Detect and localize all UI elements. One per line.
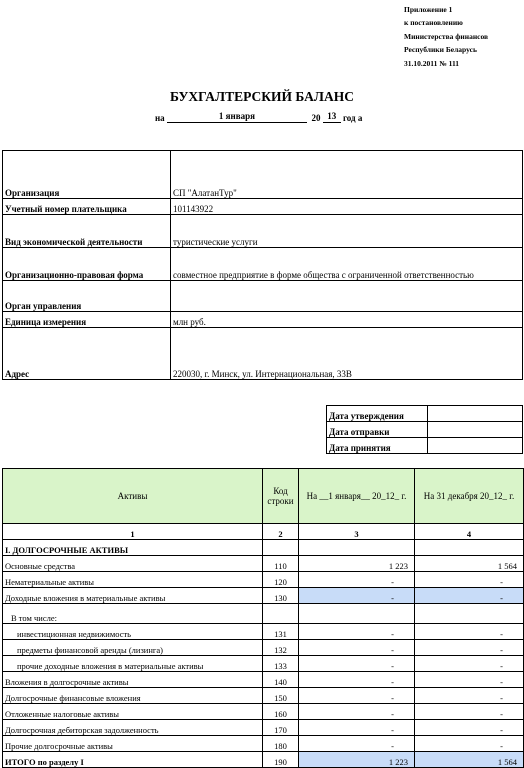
row-name: Долгосрочные финансовые вложения <box>3 688 263 704</box>
row-value-end[interactable]: - <box>415 736 524 752</box>
document-title: БУХГАЛТЕРСКИЙ БАЛАНС <box>170 89 354 104</box>
row-value-end[interactable]: - <box>415 688 524 704</box>
row-value-start[interactable]: 1 223 <box>299 752 415 768</box>
row-name: Нематериальные активы <box>3 572 263 588</box>
table-row <box>3 624 524 640</box>
row-value-end[interactable]: - <box>415 640 524 656</box>
approval-date-value[interactable] <box>428 406 523 422</box>
table-row <box>3 720 524 736</box>
row-value-end[interactable]: - <box>415 656 524 672</box>
row-value-start[interactable]: - <box>299 720 415 736</box>
row-value-end[interactable]: - <box>415 588 524 604</box>
row-value-end[interactable]: 1 564 <box>415 556 524 572</box>
row-code: 160 <box>263 704 299 720</box>
row-name: Прочие долгосрочные активы <box>3 736 263 752</box>
section-title: I. ДОЛГОСРОЧНЫЕ АКТИВЫ <box>3 540 263 556</box>
row-value-end[interactable]: - <box>415 672 524 688</box>
table-row <box>3 736 524 752</box>
table-row <box>3 672 524 688</box>
empty-cell <box>299 540 415 556</box>
end-date-header: На 31 декабря 20_12_ г. <box>415 469 524 524</box>
row-code: 120 <box>263 572 299 588</box>
appendix-note <box>404 3 522 70</box>
received-date-value[interactable] <box>428 438 523 454</box>
row-name: Доходные вложения в материальные активы <box>3 588 263 604</box>
date-suffix: год а <box>342 113 363 123</box>
row-code: 110 <box>263 556 299 572</box>
unit-label: Единица измерения <box>3 312 171 328</box>
taxpayer-value[interactable]: 101143922 <box>171 199 523 215</box>
row-name: В том числе: <box>3 604 263 624</box>
organization-info-table <box>2 150 523 380</box>
balance-header-row <box>3 469 524 524</box>
org-value[interactable]: СП "АлатанТур" <box>171 151 523 199</box>
row-name: прочие доходные вложения в материальные активы <box>3 656 263 672</box>
row-name: ИТОГО по разделу I <box>3 752 263 768</box>
management-value[interactable] <box>171 281 523 312</box>
row-name: Отложенные налоговые активы <box>3 704 263 720</box>
column-number: 2 <box>263 524 299 540</box>
address-label: Адрес <box>3 328 171 380</box>
balance-table <box>2 468 524 768</box>
empty-cell <box>415 540 524 556</box>
appendix-line: Министерства финансов <box>404 31 489 41</box>
table-row <box>3 656 524 672</box>
row-code: 132 <box>263 640 299 656</box>
table-row <box>3 604 524 624</box>
unit-value[interactable]: млн руб. <box>171 312 523 328</box>
row-name: предметы финансовой аренды (лизинга) <box>3 640 263 656</box>
legal-form-label: Организационно-правовая форма <box>3 248 171 281</box>
row-value-start[interactable]: - <box>299 624 415 640</box>
table-row <box>3 704 524 720</box>
sent-date-value[interactable] <box>428 422 523 438</box>
row-code: 133 <box>263 656 299 672</box>
row-value-start[interactable]: 1 223 <box>299 556 415 572</box>
appendix-line: Приложение 1 <box>404 5 453 14</box>
row-value-end[interactable]: - <box>415 624 524 640</box>
row-code: 180 <box>263 736 299 752</box>
row-name: Долгосрочная дебиторская задолженность <box>3 720 263 736</box>
balance-date-line <box>155 111 362 123</box>
row-value-start[interactable]: - <box>299 640 415 656</box>
activity-label: Вид экономической деятельности <box>3 215 171 248</box>
table-row <box>3 572 524 588</box>
received-date-label: Дата принятия <box>327 438 428 454</box>
taxpayer-label: Учетный номер плательщика <box>3 199 171 215</box>
row-code: 150 <box>263 688 299 704</box>
row-code: 190 <box>263 752 299 768</box>
row-code: 140 <box>263 672 299 688</box>
row-code <box>263 604 299 624</box>
date-prefix: на <box>155 113 165 123</box>
appendix-line: 31.10.2011 № 111 <box>404 58 460 68</box>
row-code: 170 <box>263 720 299 736</box>
row-value-start[interactable]: - <box>299 656 415 672</box>
section-title-row <box>3 540 524 556</box>
management-label: Орган управления <box>3 281 171 312</box>
appendix-line: Республики Беларусь <box>404 45 477 55</box>
row-value-end[interactable]: - <box>415 704 524 720</box>
legal-form-value[interactable]: совместное предприятие в форме общества с ограниченной ответственностью <box>171 248 523 281</box>
column-number: 4 <box>415 524 524 540</box>
code-header: Код строки <box>263 469 299 524</box>
total-row <box>3 752 524 768</box>
row-value-start[interactable]: - <box>299 736 415 752</box>
row-code: 130 <box>263 588 299 604</box>
table-row <box>3 556 524 572</box>
row-value-end[interactable]: - <box>415 720 524 736</box>
row-value-end[interactable]: 1 564 <box>415 752 524 768</box>
table-row <box>3 640 524 656</box>
date-year[interactable]: 13 <box>323 111 341 123</box>
row-code: 131 <box>263 624 299 640</box>
row-value-end[interactable]: - <box>415 572 524 588</box>
approval-dates-table <box>326 405 523 454</box>
activity-value[interactable]: туристические услуги <box>171 215 523 248</box>
date-day-month[interactable]: 1 января <box>167 111 307 123</box>
column-number-row <box>3 524 524 540</box>
column-number: 3 <box>299 524 415 540</box>
sent-date-label: Дата отправки <box>327 422 428 438</box>
row-value-start[interactable]: - <box>299 572 415 588</box>
address-value[interactable]: 220030, г. Минск, ул. Интернациональная, 33В <box>171 328 523 380</box>
assets-header: Активы <box>3 469 263 524</box>
column-number: 1 <box>3 524 263 540</box>
start-date-header: На __1 января__ 20_12_ г. <box>299 469 415 524</box>
row-value-start[interactable]: - <box>299 672 415 688</box>
appendix-line: к постановлению <box>404 18 463 28</box>
row-name: инвестиционная недвижимость <box>3 624 263 640</box>
table-row <box>3 688 524 704</box>
org-label: Организация <box>3 151 171 199</box>
row-name: Вложения в долгосрочные активы <box>3 672 263 688</box>
row-value-end[interactable] <box>415 604 524 624</box>
row-value-start[interactable] <box>299 604 415 624</box>
row-value-start[interactable]: - <box>299 588 415 604</box>
approval-date-label: Дата утверждения <box>327 406 428 422</box>
row-name: Основные средства <box>3 556 263 572</box>
empty-cell <box>263 540 299 556</box>
date-century: 20 <box>311 113 321 123</box>
row-value-start[interactable]: - <box>299 688 415 704</box>
row-value-start[interactable]: - <box>299 704 415 720</box>
table-row <box>3 588 524 604</box>
